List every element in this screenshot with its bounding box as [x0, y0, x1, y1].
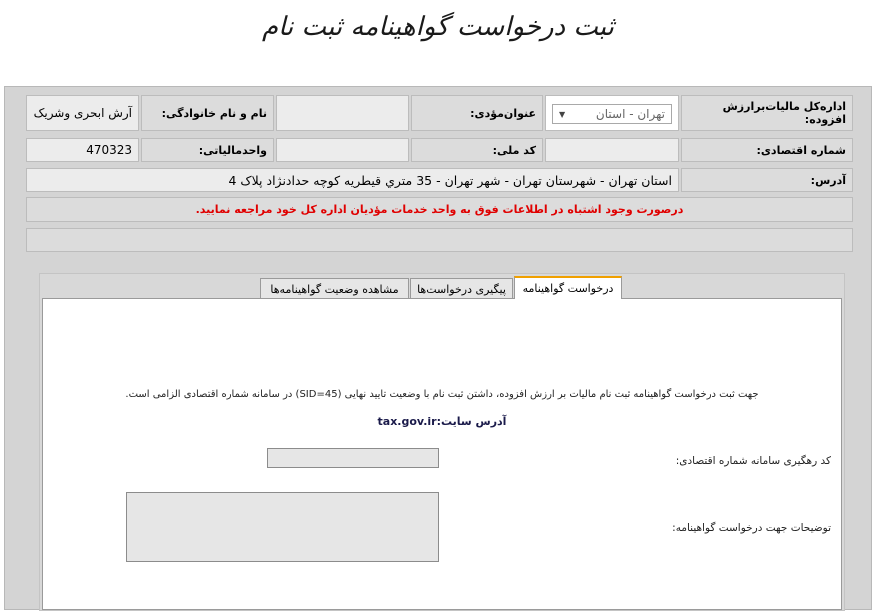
warning-message: درصورت وجود اشتباه در اطلاعات فوق به واحد خدمات مؤدیان اداره کل خود مراجعه نمایید.	[26, 197, 853, 222]
name-value: آرش ابحری وشریک	[26, 95, 139, 131]
site-address-link[interactable]: tax.gov.ir	[377, 415, 437, 428]
tracking-code-input[interactable]	[267, 448, 439, 468]
page-title: ثبت درخواست گواهینامه ثبت نام	[262, 12, 614, 42]
description-textarea[interactable]	[126, 492, 439, 562]
taxpayer-title-value	[276, 95, 409, 131]
name-label: نام و نام خانوادگی:	[141, 95, 274, 131]
office-select-value: تهران - استان	[595, 107, 665, 121]
tabs-container	[39, 273, 845, 611]
description-label: توضیحات جهت درخواست گواهینامه:	[672, 522, 831, 534]
tax-unit-label: واحدمالیاتی:	[141, 138, 274, 162]
tab-track-requests[interactable]: پیگیری درخواست‌ها	[410, 278, 513, 299]
economic-code-label: شماره اقتصادی:	[681, 138, 853, 162]
office-label: اداره‌کل مالیات‌برارزش افزوده:	[681, 95, 853, 131]
national-code-value	[276, 138, 409, 162]
office-select[interactable]	[552, 104, 672, 124]
office-select-cell	[545, 95, 679, 131]
taxpayer-info-panel	[4, 86, 872, 610]
national-code-label: کد ملی:	[411, 138, 543, 162]
tab-view-certificate-status[interactable]: مشاهده وضعیت گواهینامه‌ها	[260, 278, 409, 299]
page-header	[0, 0, 876, 72]
site-address-label: آدرس سایت:	[436, 415, 507, 428]
tab-request-certificate[interactable]: درخواست گواهینامه	[514, 276, 622, 299]
tab-content-panel	[42, 298, 842, 610]
site-address	[43, 415, 841, 428]
address-label: آدرس:	[681, 168, 853, 192]
empty-row	[26, 228, 853, 252]
address-value: استان تهران - شهرستان تهران - شهر تهران - 35 متري قيطريه كوچه حدادنژاد پلاک 4	[26, 168, 679, 192]
tracking-code-label: کد رهگیری سامانه شماره اقتصادی:	[675, 455, 831, 467]
economic-code-value	[545, 138, 679, 162]
tax-unit-value: 470323	[26, 138, 139, 162]
taxpayer-title-label: عنوان‌مؤدی:	[411, 95, 543, 131]
sid-notice: جهت ثبت درخواست گواهینامه ثبت نام مالیات بر ارزش افزوده، داشتن ثبت نام با وضعیت تایید نهایی (SID=45) در سامانه شماره اقتصادی الزامی است.	[125, 389, 759, 400]
chevron-down-icon[interactable]: ▼	[559, 109, 566, 119]
